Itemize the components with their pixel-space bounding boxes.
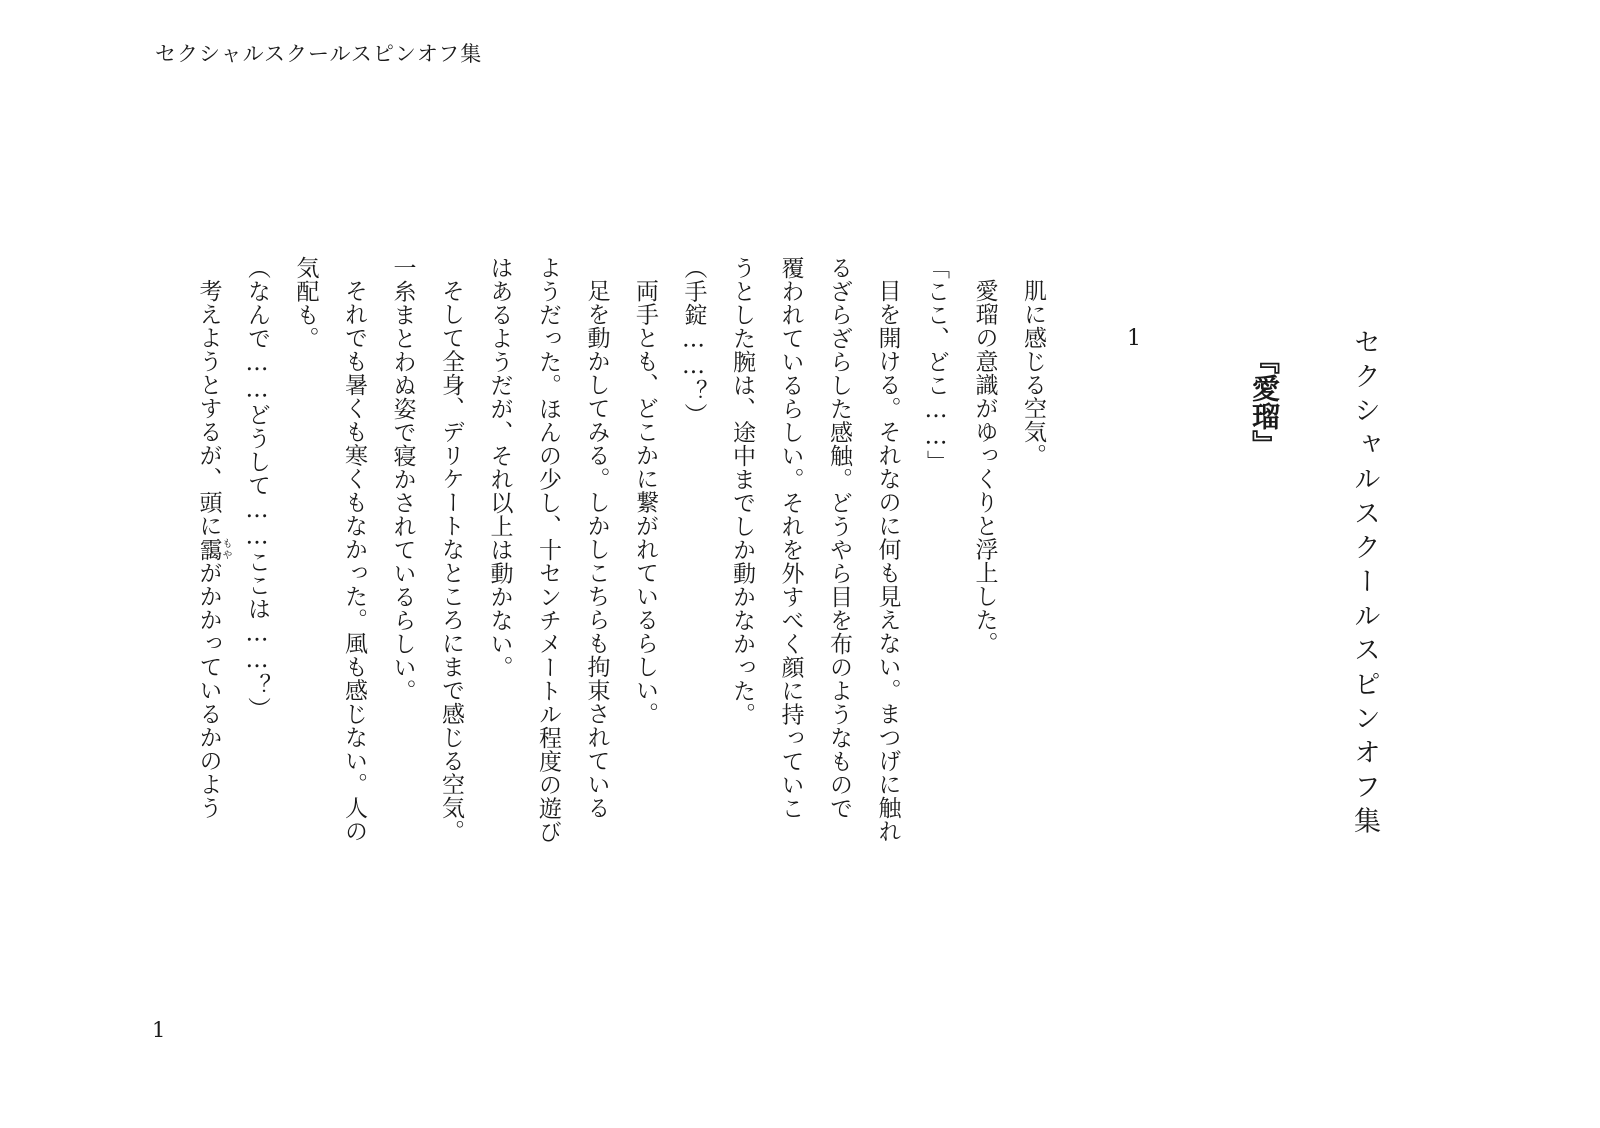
ruby-word: [195, 537, 231, 562]
story-title: 『愛瑠』: [1248, 346, 1281, 458]
paragraph: （なんで……どうして……ここは……？）: [244, 256, 270, 721]
page-number: 1: [152, 1018, 166, 1042]
paragraph-continuation: ようだった。ほんの少し、十センチメートル程度の遊び: [535, 256, 561, 844]
paragraph: 足を動かしてみる。しかしこちらも拘束されている: [583, 279, 610, 820]
running-header: セクシャルスクールスピンオフ集: [155, 42, 483, 66]
paragraph: （手錠……？）: [680, 256, 707, 427]
ruby-base: 靄: [195, 537, 222, 561]
paragraph: 肌に感じる空気。: [1020, 279, 1046, 467]
paragraph-last: [184, 256, 233, 916]
book-title: セクシャルスクールスピンオフ集: [1349, 328, 1380, 841]
paragraph: 愛瑠の意識がゆっくりと浮上した。: [971, 279, 998, 655]
paragraph-continuation: るざらざらした感触。どうやら目を布のようなもので: [826, 256, 852, 820]
paragraph: そして全身、デリケートなところにまで感じる空気。: [438, 279, 464, 843]
paragraph: 「ここ、どこ……」: [923, 256, 949, 474]
paragraph-continuation: 気配も。: [292, 256, 319, 350]
body-text: [184, 256, 1057, 916]
ruby-reading: もや: [220, 537, 231, 561]
paragraph: 両手とも、どこかに繋がれているらしい。: [632, 279, 658, 726]
chapter-number: 1: [1127, 326, 1141, 351]
paragraph-continuation: うとした腕は、途中までしか動かなかった。: [729, 256, 755, 726]
paragraph-continuation: 覆われているらしい。それを外すべく顔に持っていこ: [777, 256, 804, 820]
paragraph-continuation: はあるようだが、それ以上は動かない。: [486, 256, 513, 679]
last-line-head: 考えようとするが、頭に: [195, 279, 222, 538]
paragraph: 目を開ける。それなのに何も見えない。まつげに触れ: [874, 279, 901, 843]
last-line-tail: がかかっているかのよう: [195, 561, 222, 820]
paragraph: それでも暑くも寒くもなかった。風も感じない。人の: [341, 279, 367, 843]
paragraph-continuation: 一糸まとわぬ姿で寝かされているらしい。: [389, 256, 416, 703]
